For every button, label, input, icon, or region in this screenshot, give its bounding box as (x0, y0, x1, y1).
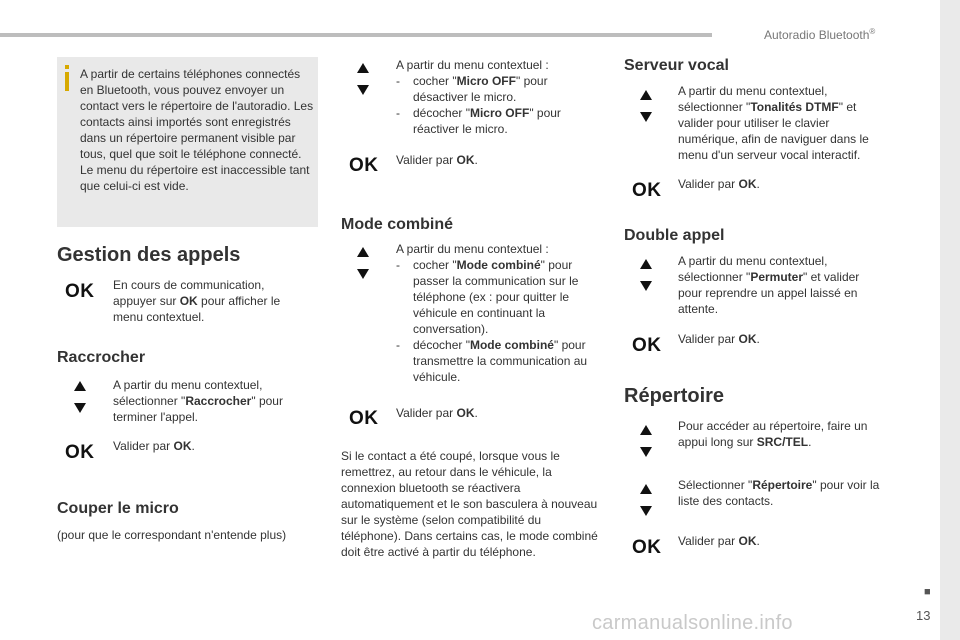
ok-icon: OK (632, 335, 662, 356)
double-appel-validate: Valider par OK. (678, 332, 760, 346)
ok-icon: OK (349, 155, 379, 176)
up-down-arrows-icon (74, 381, 88, 415)
ok-icon: OK (632, 180, 662, 201)
up-down-arrows-icon (640, 425, 654, 459)
section-title-raccrocher: Raccrocher (57, 349, 146, 366)
watermark: carmanualsonline.info (592, 612, 793, 634)
up-down-arrows-icon (357, 247, 371, 281)
double-appel-step-menu: A partir du menu contextuel, sélectionner "Permuter" et valider pour reprendre un appel laissé en attente. (678, 254, 860, 316)
raccrocher-step-menu: A partir du menu contextuel, sélectionner "Raccrocher" pour terminer l'appel. (113, 378, 283, 424)
mode-combine-intro: A partir du menu contextuel : (396, 242, 549, 256)
couper-options-list (396, 73, 586, 137)
ok-icon: OK (349, 408, 379, 429)
up-down-arrows-icon (640, 90, 654, 124)
section-title-couper-micro: Couper le micro (57, 500, 179, 517)
info-text: A partir de certains téléphones connectés en Bluetooth, vous pouvez envoyer un contact vers le répertoire de l'autoradio. Les contacts ainsi importés sont enregistrés dans un répertoire permanent visible par tous, quel que soit le téléphone connecté. Le menu du répertoire est inaccessible tant que celui-ci est vide. (80, 67, 314, 193)
raccrocher-validate: Valider par OK. (113, 439, 195, 453)
up-down-arrows-icon (357, 63, 371, 97)
up-down-arrows-icon (640, 259, 654, 293)
info-box (57, 57, 318, 227)
couper-subtitle: (pour que le correspondant n'entende plus) (57, 528, 287, 542)
section-title-double-appel: Double appel (624, 227, 725, 244)
section-title-serveur-vocal: Serveur vocal (624, 57, 729, 74)
mode-combine-options-list (396, 257, 600, 385)
page-number: 13 (916, 608, 931, 623)
section-title-mode-combine: Mode combiné (341, 216, 454, 233)
serveur-vocal-validate: Valider par OK. (678, 177, 760, 191)
couper-intro: A partir du menu contextuel : (396, 58, 549, 72)
section-title-repertoire: Répertoire (624, 385, 725, 407)
couper-validate: Valider par OK. (396, 153, 478, 167)
list-item: - décocher "Micro OFF" pour réactiver le micro. (396, 105, 586, 137)
ok-icon: OK (632, 537, 662, 558)
continuation-mark: ■ (924, 586, 931, 598)
repertoire-validate: Valider par OK. (678, 534, 760, 548)
repertoire-step-select: Sélectionner "Répertoire" pour voir la liste des contacts. (678, 478, 880, 508)
mode-combine-note: Si le contact a été coupé, lorsque vous le remettrez, au retour dans le véhicule, la connexion bluetooth se réactivera automatiquement et le son basculera à nouveau sur le système (selon compatibilité du téléphone). Dans certains cas, le mode combiné doit être activé à partir du téléphone. (341, 449, 598, 559)
up-down-arrows-icon (640, 484, 654, 518)
gestion-step-ok: En cours de communication, appuyer sur OK pour afficher le menu contextuel. (113, 278, 281, 324)
header-rule (0, 33, 712, 37)
header-title: Autoradio Bluetooth® (764, 27, 876, 42)
info-icon (65, 65, 69, 91)
ok-icon: OK (65, 442, 95, 463)
section-title-gestion: Gestion des appels (57, 244, 241, 266)
list-item: - cocher "Micro OFF" pour désactiver le micro. (396, 73, 586, 105)
serveur-vocal-step-menu: A partir du menu contextuel, sélectionner "Tonalités DTMF" et valider pour utiliser le clavier numérique, afin de naviguer dans le menu d'un serveur vocal interactif. (678, 84, 869, 162)
mode-combine-validate: Valider par OK. (396, 406, 478, 420)
sidebar-strip (940, 0, 960, 640)
list-item: - cocher "Mode combiné" pour passer la communication sur le téléphone (ex : pour quitter le véhicule en continuant la conversation). (396, 257, 600, 337)
list-item: - décocher "Mode combiné" pour transmettre la communication au véhicule. (396, 337, 600, 385)
repertoire-step-access: Pour accéder au répertoire, faire un appui long sur SRC/TEL. (678, 419, 868, 449)
ok-icon: OK (65, 281, 95, 302)
